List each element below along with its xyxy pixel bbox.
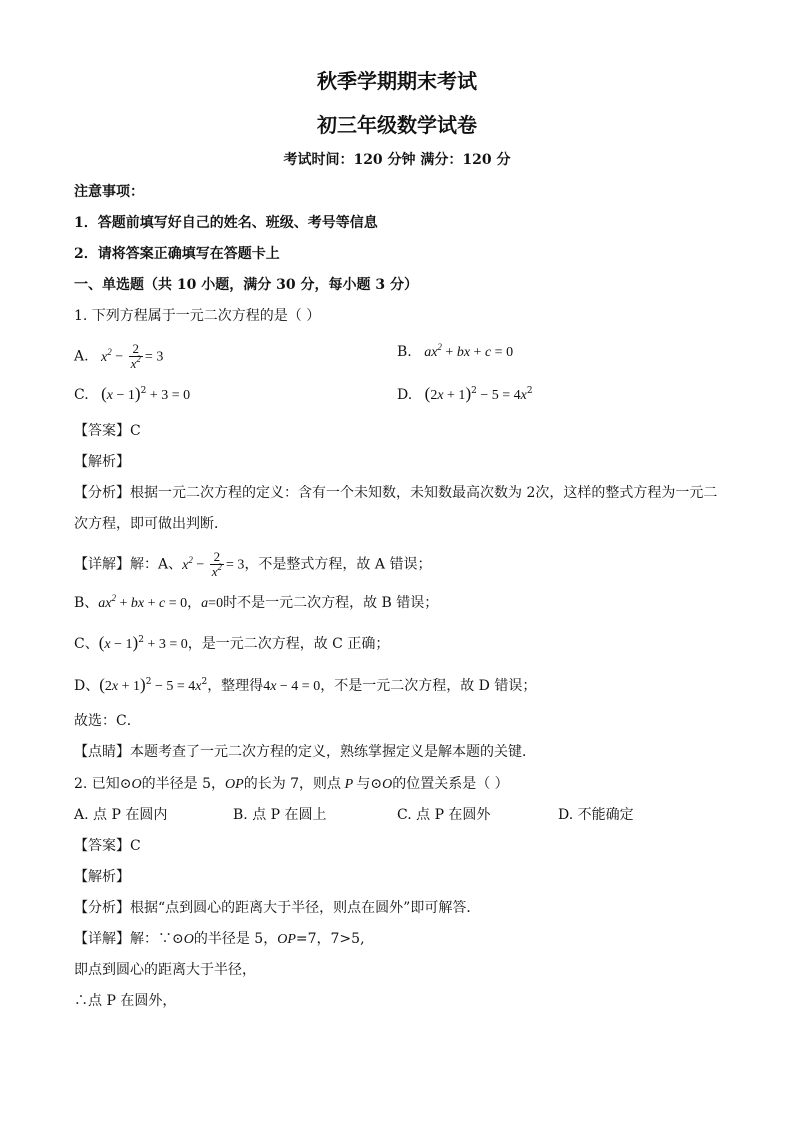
q1-option-c: C. $(x - 1)^2 + 3 = 0$ <box>74 384 191 403</box>
notice-item-1: 1．答题前填写好自己的姓名、班级、考号等信息 <box>74 215 378 231</box>
q1-analysis-tag: 【解析】 <box>74 454 130 470</box>
q1-answer: 【答案】C <box>74 423 141 439</box>
q1-detail-b-prefix: B、 <box>74 595 99 611</box>
q2-stem-c: 的长为 7，则点 <box>243 776 342 792</box>
q1-option-c-label: C. <box>74 387 89 403</box>
q2-detail-c: =7，7>5, <box>295 931 365 947</box>
exam-info: 考试时间：120 分钟 满分：120 分 <box>283 152 511 168</box>
q1-detail-tag: 【详解】解：A、 <box>74 556 183 573</box>
q2-detail-line-2: 即点到圆心的距离大于半径， <box>74 962 256 978</box>
q1-option-b-label: B. <box>397 344 412 360</box>
q1-option-d: D. $(2x + 1)^2 - 5 = 4x^2$ <box>397 384 533 403</box>
q1-choice: 故选：C． <box>74 713 141 729</box>
q2-detail: 【详解】解：∵⊙O的半径是 5，OP=7，7>5, <box>74 931 365 947</box>
q1-detail-d: D、$(2x + 1)^2 - 5 = 4x^2$，整理得4x − 4 = 0，不是一元二次方程，故 D 错误； <box>74 675 537 694</box>
notice-heading: 注意事项： <box>74 184 144 200</box>
q2-stem-d: 与⊙ <box>356 776 383 792</box>
q1-detail-b: B、$ax^2$ + bx + c = 0，a=0时不是一元二次方程，故 B 错误； <box>74 593 439 611</box>
q1-option-a: A. $x^2$ − $\frac{2}{x^2}$ = 3 <box>74 341 164 371</box>
q1-detail-a-tail: ，不是整式方程，故 A 错误； <box>244 556 432 573</box>
q2-option-b: B. 点 P 在圆上 <box>233 807 327 823</box>
q1-option-d-label: D. <box>397 387 413 403</box>
q2-analysis-tag: 【解析】 <box>74 869 130 885</box>
q1-detail-d-prefix: D、 <box>74 678 100 694</box>
q2-detail-b: 的半径是 5， <box>193 931 278 947</box>
q2-stem-e: 的位置关系是（ ） <box>392 776 509 792</box>
q2-stem-a: 2. 已知⊙ <box>74 776 132 792</box>
q2-option-a: A. 点 P 在圆内 <box>74 807 168 823</box>
exam-subtitle: 初三年级数学试卷 <box>317 113 477 137</box>
q2-detail-line-3: ∴点 P 在圆外， <box>74 993 177 1009</box>
q2-fenxi: 【分析】根据“点到圆心的距离大于半径，则点在圆外”即可解答． <box>74 900 481 916</box>
q2-option-d: D. 不能确定 <box>558 807 634 823</box>
q1-dianjing: 【点睛】本题考查了一元二次方程的定义，熟练掌握定义是解本题的关键． <box>74 744 536 760</box>
q1-fenxi-line-2: 次方程，即可做出判断． <box>74 516 228 532</box>
q2-detail-a: 【详解】解：∵⊙ <box>74 931 184 947</box>
q1-fenxi-line-1: 【分析】根据一元二次方程的定义：含有一个未知数，未知数最高次数为 2次，这样的整式方程为一元二 <box>74 485 718 501</box>
q1-detail-a: 【详解】解：A、$x^2$ − $\frac{2}{x^2}$ = 3，不是整式方程，故 A 错误； <box>74 549 432 579</box>
q1-detail-d-mid: ，整理得 <box>207 678 264 694</box>
q2-option-c: C. 点 P 在圆外 <box>397 807 491 823</box>
q1-detail-c-prefix: C、 <box>74 636 99 652</box>
q1-detail-b-tail: 时不是一元二次方程，故 B 错误； <box>223 595 439 611</box>
section-heading: 一、单选题（共 10 小题，满分 30 分，每小题 3 分） <box>74 277 418 293</box>
q1-detail-c: C、$(x - 1)^2 + 3 = 0$，是一元二次方程，故 C 正确； <box>74 633 390 652</box>
q1-stem: 1. 下列方程属于一元二次方程的是（ ） <box>74 308 321 324</box>
q1-option-b: B. $ax^2$ + bx + c = 0 <box>397 342 514 360</box>
q1-detail-c-tail: ，是一元二次方程，故 C 正确； <box>187 636 390 652</box>
q1-detail-d-tail: ，不是一元二次方程，故 D 错误； <box>320 678 537 694</box>
notice-item-2: 2．请将答案正确填写在答题卡上 <box>74 246 280 262</box>
q2-stem: 2. 已知⊙O的半径是 5，OP的长为 7，则点 P 与⊙O的位置关系是（ ） <box>74 776 509 792</box>
q1-option-a-label: A. <box>74 348 89 365</box>
q2-answer: 【答案】C <box>74 838 141 854</box>
q2-stem-b: 的半径是 5， <box>141 776 226 792</box>
exam-title: 秋季学期期末考试 <box>317 69 477 93</box>
